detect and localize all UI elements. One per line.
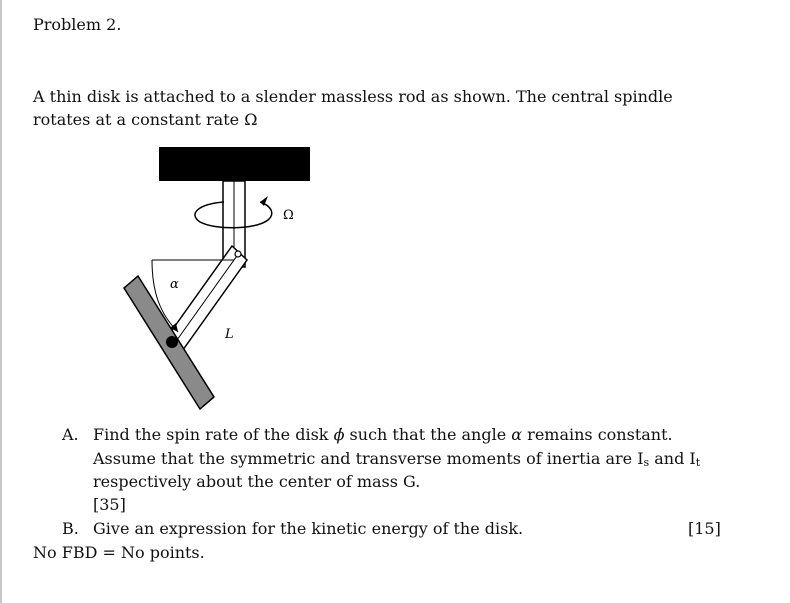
alpha-label: α <box>170 277 179 292</box>
question-a-line-2 <box>93 449 700 473</box>
phi-dot-symbol: ϕ̇ <box>333 425 345 444</box>
fbd-note: No FBD = No points. <box>33 543 205 562</box>
omega-label: Ω <box>283 208 294 223</box>
ceiling-block <box>159 147 310 181</box>
alpha-symbol: α <box>511 425 523 444</box>
intro-line-2: rotates at a constant rate Ω <box>33 110 258 129</box>
inertia-sub-t: t <box>695 456 701 469</box>
question-a-line-1 <box>93 425 673 445</box>
question-a-text-3: remains constant. <box>522 425 673 444</box>
question-b-points: [15] <box>688 519 721 538</box>
intro-line-1: A thin disk is attached to a slender massless rod as shown. The central spindle <box>33 87 673 106</box>
question-a-points: [35] <box>93 495 126 514</box>
question-a-text-5: and I <box>649 449 696 468</box>
inertia-sub-s: s <box>643 456 650 469</box>
length-label: L <box>225 327 234 342</box>
question-a-text-4: Assume that the symmetric and transverse moments of inertia are I <box>93 449 644 468</box>
question-a-text-1: Find the spin rate of the disk <box>93 425 334 444</box>
question-b-text: Give an expression for the kinetic energy of the disk. <box>93 519 524 538</box>
center-of-mass-marker <box>166 336 178 348</box>
question-a-line-3: respectively about the center of mass G. <box>93 472 421 491</box>
question-a-label: A. <box>62 425 79 444</box>
question-a-text-2: such that the angle <box>344 425 512 444</box>
question-b-label: B. <box>62 519 79 538</box>
disk-rod-figure <box>100 142 320 414</box>
pivot-pin <box>235 251 241 257</box>
problem-title: Problem 2. <box>33 15 122 34</box>
